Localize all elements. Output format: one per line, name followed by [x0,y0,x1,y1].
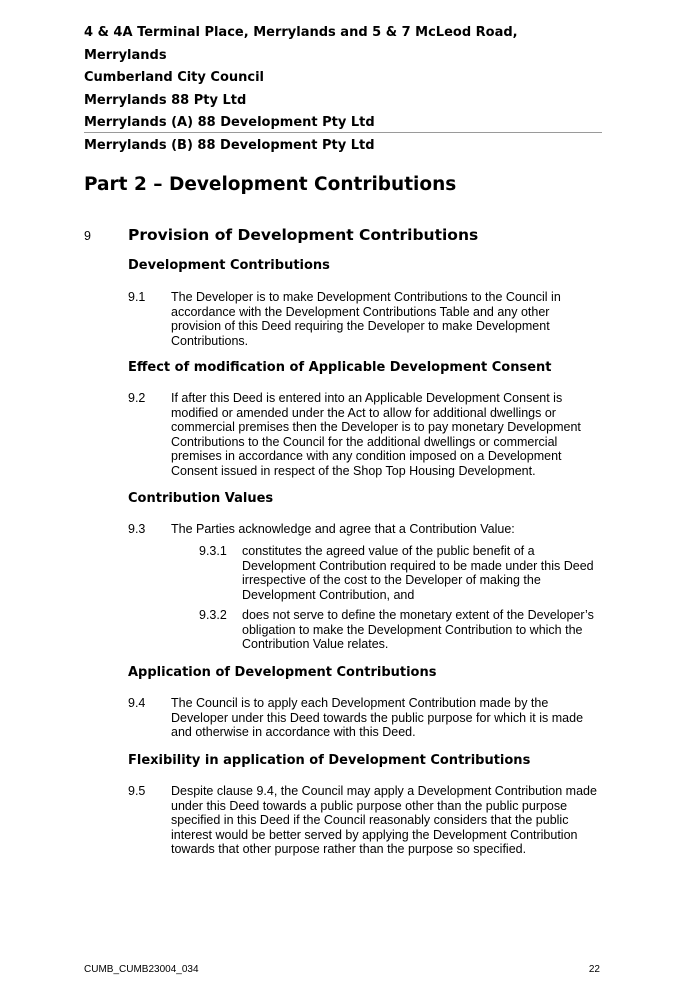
paragraph-text: The Developer is to make Development Contributions to the Council in accordance with the Development Contributions Table and any other provision of this Deed requiring the Developer to make Development Contributions. [171,290,561,348]
header-party-2: Merrylands (A) 88 Development Pty Ltd [84,115,375,130]
section-heading: Application of Development Contributions [128,665,437,680]
header-party-3: Merrylands (B) 88 Development Pty Ltd [84,137,375,153]
paragraph-number: 9.4 [128,696,146,710]
paragraph-number: 9.3 [128,522,146,536]
clause-title: Provision of Development Contributions [128,226,479,244]
document-header [84,22,602,157]
paragraph-text: Despite clause 9.4, the Council may apply a Development Contribution made under this Deed towards a public purpose other than the public purpose specified in this Deed if the Council reasonably considers that the public interest would be better served by applying the Development Contribution towards that other purpose rather than the purpose so specified. [171,784,597,856]
header-party-1: Merrylands 88 Pty Ltd [84,92,247,108]
clause-number: 9 [84,229,91,243]
subparagraph-text: constitutes the agreed value of the public benefit of a Development Contribution required to be made under this Deed irrespective of the cost to the Developer of making the Development Contribution, and [242,544,594,602]
header-council: Cumberland City Council [84,70,265,85]
paragraph-text: If after this Deed is entered into an Applicable Development Consent is modified or amended under the Act to allow for additional dwellings or commercial premises then the Developer is to pay monetary Development Contributions to the Council for the additional dwellings or commercial premises in accordance with any condition imposed on a Development Consent issued in respect of the Shop Top Housing Development. [171,391,581,478]
header-property: 4 & 4A Terminal Place, Merrylands and 5 & 7 McLeod Road, Merrylands [84,25,518,63]
footer-doc-ref: CUMB_CUMB23004_034 [84,964,199,975]
footer-page-number: 22 [588,964,600,975]
section-heading: Contribution Values [128,491,274,506]
header-divider [84,132,602,133]
paragraph-text: The Council is to apply each Development Contribution made by the Developer under this Deed towards the public purpose for which it is made and otherwise in accordance with this Deed. [171,696,584,739]
subparagraph-number: 9.3.1 [199,544,227,558]
subparagraph-number: 9.3.2 [199,608,227,622]
subparagraph-text: does not serve to define the monetary extent of the Developer’s obligation to make the Development Contribution to which the Contribution Value relates. [242,608,594,651]
paragraph-number: 9.5 [128,784,146,798]
paragraph-number: 9.2 [128,391,146,405]
paragraph-text: The Parties acknowledge and agree that a Contribution Value: [171,522,515,536]
section-heading: Development Contributions [128,258,330,273]
section-heading: Flexibility in application of Development Contributions [128,753,531,768]
part-title: Part 2 – Development Contributions [84,174,457,195]
section-heading: Effect of modification of Applicable Development Consent [128,360,552,375]
paragraph-number: 9.1 [128,290,146,304]
